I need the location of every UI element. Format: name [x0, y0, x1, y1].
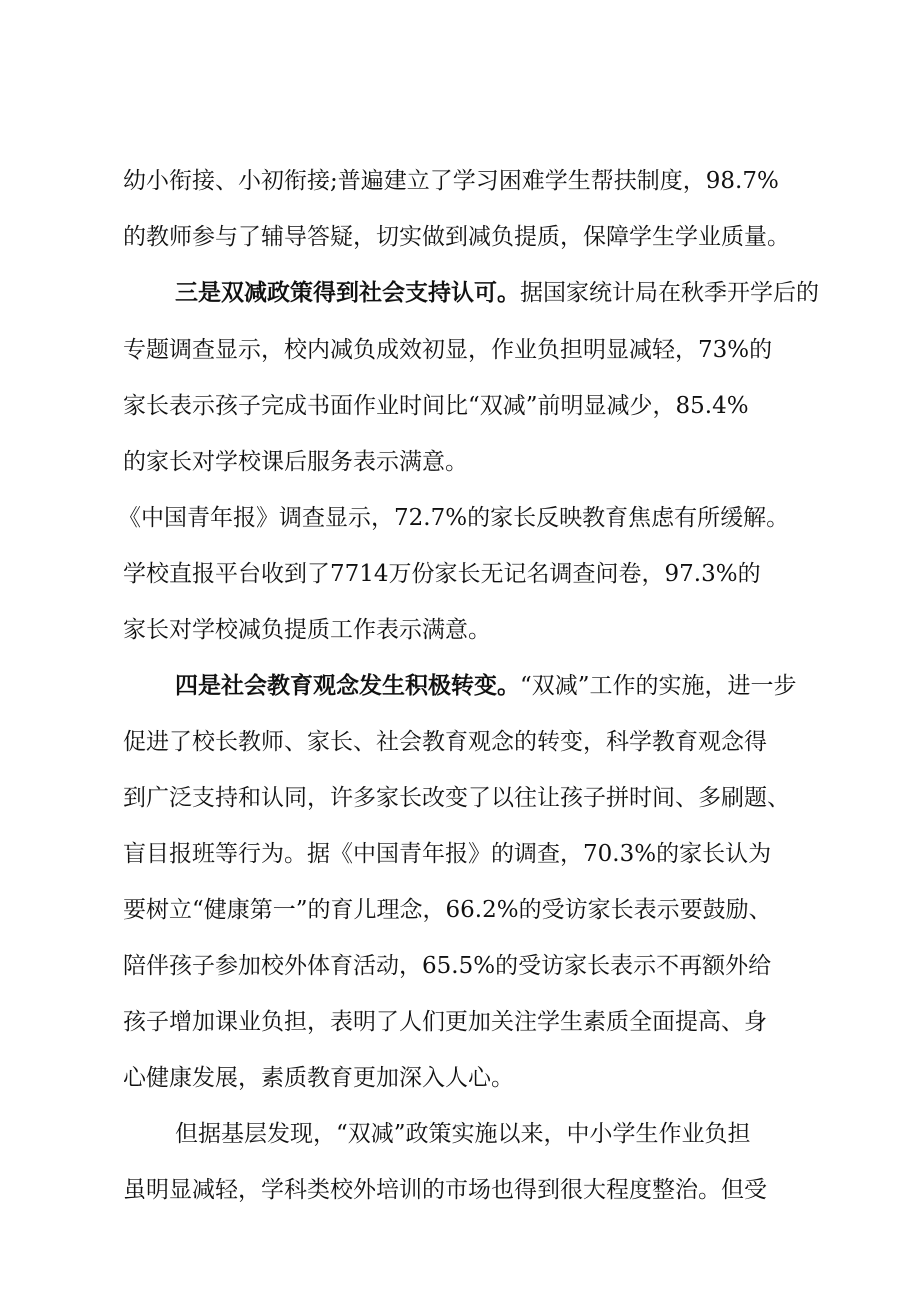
- paragraph-2-line-3: 家长表示孩子完成书面作业时间比“双减”前明显减少，85.4%: [123, 393, 749, 419]
- paragraph-4-line-8: 心健康发展，素质教育更加深入人心。: [123, 1065, 514, 1091]
- paragraph-2-line-1-text: 据国家统计局在秋季开学后的: [520, 280, 819, 306]
- paragraph-3-line-2: 学校直报平台收到了7714万份家长无记名调查问卷，97.3%的: [123, 561, 761, 587]
- paragraph-4-heading: 四是社会教育观念发生积极转变。: [175, 673, 520, 699]
- paragraph-3-line-3: 家长对学校减负提质工作表示满意。: [123, 617, 491, 643]
- paragraph-1-line-2: 的教师参与了辅导答疑，切实做到减负提质，保障学生学业质量。: [123, 224, 790, 250]
- paragraph-4-line-1-text: “双减”工作的实施，进一步: [520, 673, 797, 699]
- paragraph-4-line-2: 促进了校长教师、家长、社会教育观念的转变，科学教育观念得: [123, 729, 767, 755]
- paragraph-4-line-3: 到广泛支持和认同，许多家长改变了以往让孩子拼时间、多刷题、: [123, 785, 790, 811]
- paragraph-4-line-1: [175, 671, 823, 701]
- paragraph-3-line-1: 《中国青年报》调查显示，72.7%的家长反映教育焦虑有所缓解。: [118, 505, 790, 531]
- paragraph-1-line-1: 幼小衔接、小初衔接;普遍建立了学习困难学生帮扶制度，98.7%: [123, 168, 779, 194]
- paragraph-2-line-2: 专题调查显示，校内减负成效初显，作业负担明显减轻，73%的: [123, 337, 773, 363]
- paragraph-4-line-4: 盲目报班等行为。据《中国青年报》的调查，70.3%的家长认为: [123, 841, 772, 867]
- paragraph-5-line-2: 虽明显减轻，学科类校外培训的市场也得到很大程度整治。但受: [123, 1177, 767, 1203]
- paragraph-2-heading: 三是双减政策得到社会支持认可。: [175, 280, 520, 306]
- paragraph-4-line-5: 要树立“健康第一”的育儿理念，66.2%的受访家长表示要鼓励、: [123, 897, 772, 923]
- paragraph-2-line-4: 的家长对学校课后服务表示满意。: [123, 449, 468, 475]
- paragraph-4-line-6: 陪伴孩子参加校外体育活动，65.5%的受访家长表示不再额外给: [123, 953, 772, 979]
- paragraph-5-line-1: 但据基层发现，“双减”政策实施以来，中小学生作业负担: [175, 1121, 751, 1147]
- paragraph-4-line-7: 孩子增加课业负担，表明了人们更加关注学生素质全面提高、身: [123, 1009, 767, 1035]
- paragraph-2-line-1: [175, 278, 823, 308]
